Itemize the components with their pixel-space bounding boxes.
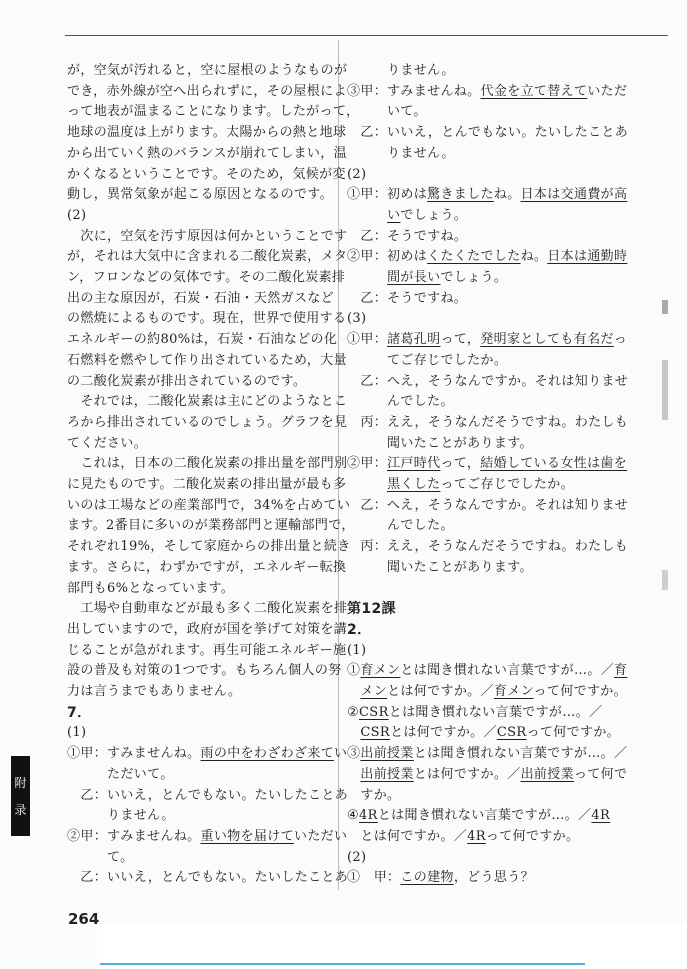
text-segment: ②甲：すみませんね。: [67, 828, 201, 844]
text-segment: ③甲：すみませんね。: [347, 83, 481, 99]
text-segment: でしょう。: [440, 270, 508, 285]
underlined-phrase: 発明家としても有名だ: [480, 332, 614, 348]
text-line: [347, 373, 628, 391]
text-line: [347, 787, 400, 805]
text-line: [347, 145, 455, 163]
scan-edge-mark: [662, 360, 668, 420]
text-segment: [347, 767, 360, 782]
underlined-phrase: 日本は交通費が高: [520, 187, 628, 203]
text-segment: ④: [347, 808, 360, 824]
text-line: [67, 269, 345, 287]
text-line: [347, 435, 533, 453]
text-segment: 乙：いいえ，とんでもない。たいしたことあ: [347, 125, 629, 141]
text-segment: 丙：ええ，そうなんだそうですね。わたしも: [347, 539, 629, 555]
text-segment: って何ですか。: [526, 725, 621, 741]
underlined-phrase: 雨の中をわざわざ来て: [200, 746, 335, 762]
text-segment: の燃焼によるものです。現在，世界で使用する: [67, 311, 347, 327]
text-line: [67, 228, 347, 246]
text-line: [347, 497, 628, 515]
text-segment: 乙：そうですね。: [347, 290, 468, 306]
text-line: [347, 228, 467, 246]
text-segment: (2): [67, 207, 87, 223]
text-segment: 乙：いいえ，とんでもない。たいしたことあ: [67, 787, 349, 803]
text-line: [347, 745, 627, 763]
text-line: [347, 103, 427, 121]
text-line: [67, 435, 147, 453]
text-segment: ます。2番目に多いのが業務部門と運輸部門で，: [67, 518, 355, 534]
text-segment: 石燃料を燃やして作り出されているため，大量: [67, 352, 347, 368]
scan-edge-mark: [662, 300, 668, 314]
text-segment: りません。: [347, 145, 455, 161]
text-segment: が，空気が汚れると，空に屋根のようなものが: [67, 63, 348, 78]
text-segment: (2): [347, 166, 367, 182]
text-line: [67, 207, 86, 225]
text-segment: でしょう。: [400, 207, 468, 223]
text-segment: ②甲：初めは: [347, 249, 428, 265]
underlined-phrase: 育: [614, 663, 628, 679]
text-segment: [347, 477, 387, 492]
text-line: [347, 683, 627, 701]
text-line: [347, 331, 627, 349]
text-segment: んでした。: [347, 518, 454, 534]
text-line: [67, 704, 91, 722]
text-segment: ン，フロンなどの気体です。その二酸化炭素排: [67, 270, 346, 285]
text-segment: (3): [347, 311, 367, 327]
side-tab-char: 附: [14, 776, 27, 790]
text-segment: の二酸化炭素が排出されているのです。: [67, 373, 307, 389]
text-segment: とは何ですか。／: [387, 684, 494, 699]
text-line: [347, 83, 627, 101]
text-line: [67, 476, 346, 494]
text-line: [347, 724, 620, 742]
underlined-phrase: メン: [360, 684, 388, 699]
text-line: [67, 497, 350, 515]
scan-edge-mark: [662, 570, 668, 590]
underlined-phrase: 出前授業: [360, 746, 414, 762]
text-line: [347, 269, 507, 287]
text-line: [67, 352, 347, 370]
text-line: [67, 62, 347, 80]
text-line: [67, 186, 333, 204]
underlined-phrase: くたくたでした: [427, 249, 521, 265]
text-line: [67, 517, 355, 535]
text-segment: ①甲：初めは: [347, 187, 428, 203]
text-segment: って，: [440, 456, 481, 472]
text-segment: 次に，空気を汚す原因は何かということです: [67, 228, 348, 244]
text-segment: んでした。: [347, 394, 454, 410]
text-line: [67, 828, 347, 846]
text-segment: 聞いたことがあります。: [347, 559, 533, 575]
text-segment: 動し，異常気象が起こる原因となるのです。: [67, 187, 333, 203]
underlined-phrase: この建物: [400, 870, 454, 886]
text-line: [347, 310, 366, 328]
text-segment: [347, 684, 360, 699]
text-line: [67, 621, 347, 639]
text-segment: (1): [347, 642, 367, 658]
text-segment: 乙：へえ，そうなんですか。それは知りませ: [347, 373, 629, 389]
text-segment: って何で: [573, 766, 628, 782]
text-segment: って，: [440, 332, 481, 348]
page-number: 264: [68, 910, 100, 928]
text-segment: って何ですか。: [485, 828, 580, 844]
underlined-phrase: 4R: [591, 808, 611, 824]
text-line: [67, 538, 351, 556]
text-segment: かくなるということです。そのため，気候が変: [67, 166, 346, 182]
text-segment: て。: [67, 849, 134, 865]
text-segment: 乙：そうですね。: [347, 228, 468, 244]
text-line: [347, 290, 467, 308]
text-line: [67, 559, 346, 577]
text-segment: 乙：いいえ，とんでもない。たいしたことあ: [67, 870, 349, 886]
underlined-phrase: 4R: [359, 808, 378, 824]
text-segment: って何ですか。: [533, 684, 627, 699]
text-segment: ね。: [493, 187, 521, 203]
text-line: [347, 662, 627, 680]
text-line: [67, 166, 346, 184]
text-line: [67, 849, 134, 867]
text-segment: てご存じでしたか。: [347, 352, 508, 368]
text-line: [347, 849, 366, 867]
text-segment: ただいて。: [67, 766, 174, 782]
text-line: [67, 248, 347, 266]
text-segment: 出の主な原因が，石炭・石油・天然ガスなど: [67, 290, 335, 306]
underlined-phrase: 結婚している女性は歯を: [480, 456, 628, 472]
text-line: [347, 455, 627, 473]
text-segment: いて。: [347, 104, 427, 120]
text-segment: りません。: [67, 808, 175, 824]
text-line: [347, 621, 371, 639]
text-segment: とは何ですか。／: [347, 828, 468, 844]
text-line: [67, 373, 306, 391]
text-line: [347, 807, 610, 825]
text-segment: ③: [347, 746, 361, 762]
underlined-phrase: 4R: [467, 828, 486, 844]
text-segment: 部門も6%となっています。: [67, 580, 235, 596]
text-segment: それでは，二酸化炭素は主にどのようなとこ: [67, 394, 348, 410]
underlined-phrase: 黒くした: [387, 477, 441, 492]
text-line: [67, 766, 174, 784]
underlined-phrase: 代金を立て替えて: [480, 83, 588, 99]
text-line: [347, 828, 579, 846]
underlined-phrase: CSR: [360, 725, 391, 741]
text-segment: りません。: [347, 63, 455, 78]
text-line: [67, 310, 346, 328]
text-segment: (1): [67, 725, 87, 741]
text-line: [67, 103, 359, 121]
section-heading: 7．: [67, 704, 92, 721]
text-segment: ①: [347, 663, 361, 679]
text-line: [347, 517, 454, 535]
text-segment: 乙：へえ，そうなんですか。それは知りませ: [347, 497, 629, 513]
text-segment: 工場や自動車などが最も多く二酸化炭素を排: [67, 601, 348, 617]
text-line: [67, 83, 347, 101]
text-segment: [347, 208, 387, 223]
text-line: [67, 290, 334, 308]
text-line: [67, 124, 346, 142]
text-segment: 力は言うまでもありません。: [67, 684, 242, 699]
text-segment: [347, 725, 360, 740]
text-line: [347, 186, 627, 204]
text-line: [67, 393, 347, 411]
text-segment: い: [334, 746, 348, 762]
text-line: [347, 352, 507, 370]
text-segment: とは聞き慣れない言葉ですが…。／: [413, 746, 628, 762]
text-segment: ，どう思う？: [453, 870, 534, 886]
text-line: [67, 869, 348, 887]
text-segment: ②甲：: [347, 456, 388, 472]
text-line: [67, 600, 347, 618]
text-segment: とは聞き慣れない言葉ですが…。／: [388, 704, 603, 720]
text-segment: 聞いたことがあります。: [347, 435, 533, 451]
text-line: [67, 331, 337, 349]
text-segment: (2): [347, 849, 367, 865]
text-segment: ろから排出されているのでしょう。グラフを見: [67, 414, 348, 430]
text-line: [347, 62, 455, 80]
text-segment: これは，日本の二酸化炭素の排出量を部門別: [67, 456, 348, 472]
text-line: [347, 414, 628, 432]
section-heading: 第12課: [347, 601, 396, 618]
underlined-phrase: 出前授業: [360, 766, 414, 782]
underlined-phrase: CSR: [359, 704, 389, 720]
text-line: [67, 724, 86, 742]
underlined-phrase: 重い物を届けて: [200, 828, 294, 844]
side-tab-char: 录: [14, 803, 27, 817]
text-segment: いただ: [587, 83, 628, 99]
text-segment: エネルギーの約80%は，石炭・石油などの化: [67, 332, 338, 348]
section-heading: 2．: [347, 621, 372, 638]
text-line: [347, 476, 574, 494]
underlined-phrase: 江戸時代: [387, 456, 441, 472]
underlined-phrase: 諸葛孔明: [387, 332, 441, 348]
text-segment: から出ていく熱のバランスが崩れてしまい，温: [67, 145, 347, 161]
underlined-phrase: 驚きました: [427, 187, 494, 203]
text-segment: すか。: [347, 787, 401, 803]
text-segment: [347, 270, 387, 285]
text-line: [67, 662, 342, 680]
text-segment: ①甲：: [347, 332, 388, 348]
text-line: [347, 642, 366, 660]
text-line: [67, 455, 347, 473]
text-segment: いただい: [293, 828, 348, 844]
text-segment: とは何ですか。／: [413, 766, 521, 782]
underlined-phrase: 出前授業: [520, 766, 574, 782]
text-line: [347, 124, 628, 142]
text-line: [347, 393, 454, 411]
text-line: [67, 642, 346, 660]
text-line: [347, 869, 534, 887]
text-segment: って地表が温まることになります。したがって，: [67, 104, 360, 120]
text-line: [67, 580, 234, 598]
text-line: [347, 766, 627, 784]
text-segment: ます。さらに，わずかですが，エネルギー転換: [67, 559, 347, 575]
text-line: [67, 807, 175, 825]
underlined-phrase: 育メン: [360, 663, 401, 679]
text-line: [347, 600, 396, 618]
text-line: [347, 166, 366, 184]
appendix-side-tab: [11, 756, 30, 836]
text-segment: じることが急がれます。再生可能エネルギー施: [67, 642, 347, 658]
text-segment: とは何ですか。／: [390, 725, 497, 741]
text-segment: いのは工場などの産業部門で，34%を占めてい: [67, 497, 351, 513]
text-line: [67, 683, 241, 701]
text-segment: ①甲：すみませんね。: [67, 746, 201, 762]
text-segment: が，それは大気中に含まれる二酸化炭素，メタ: [67, 249, 348, 265]
text-segment: ってご存じでしたか。: [440, 477, 574, 492]
scan-bottom-area: [97, 922, 687, 969]
text-segment: てください。: [67, 435, 148, 451]
text-segment: 地球の温度は上がります。太陽からの熱と地球: [67, 125, 347, 141]
text-line: [347, 207, 467, 225]
text-line: [67, 745, 347, 763]
text-segment: ②: [347, 704, 360, 720]
top-rule: [65, 35, 668, 36]
text-line: [67, 145, 347, 163]
text-segment: ① 甲：: [347, 870, 401, 886]
text-segment: 設の普及も対策の1つです。もちろん個人の努: [67, 663, 342, 679]
text-segment: 丙：ええ，そうなんだそうですね。わたしも: [347, 414, 629, 430]
text-line: [347, 559, 533, 577]
underlined-phrase: 育メン: [493, 684, 534, 699]
text-segment: とは聞き慣れない言葉ですが…。／: [400, 663, 615, 679]
accent-line: [100, 963, 585, 965]
text-line: [347, 538, 628, 556]
text-segment: とは聞き慣れない言葉ですが…。／: [377, 808, 592, 824]
underlined-phrase: 間が長い: [387, 270, 441, 285]
text-segment: に見たものです。二酸化炭素の排出量が最も多: [67, 477, 347, 492]
text-segment: それぞれ19%，そして家庭からの排出量と続き: [67, 539, 351, 555]
underlined-phrase: い: [387, 207, 401, 223]
text-segment: 出していますので，政府が国を挙げて対策を講: [67, 621, 348, 637]
underlined-phrase: CSR: [496, 725, 527, 741]
text-line: [67, 414, 347, 432]
underlined-phrase: 日本は通勤時: [547, 249, 628, 265]
text-segment: ね。: [520, 249, 548, 265]
text-line: [347, 248, 627, 266]
text-line: [67, 787, 348, 805]
text-line: [347, 704, 602, 722]
text-segment: でき，赤外線が空へ出られずに，その屋根によ: [67, 83, 347, 99]
text-segment: っ: [613, 332, 628, 348]
